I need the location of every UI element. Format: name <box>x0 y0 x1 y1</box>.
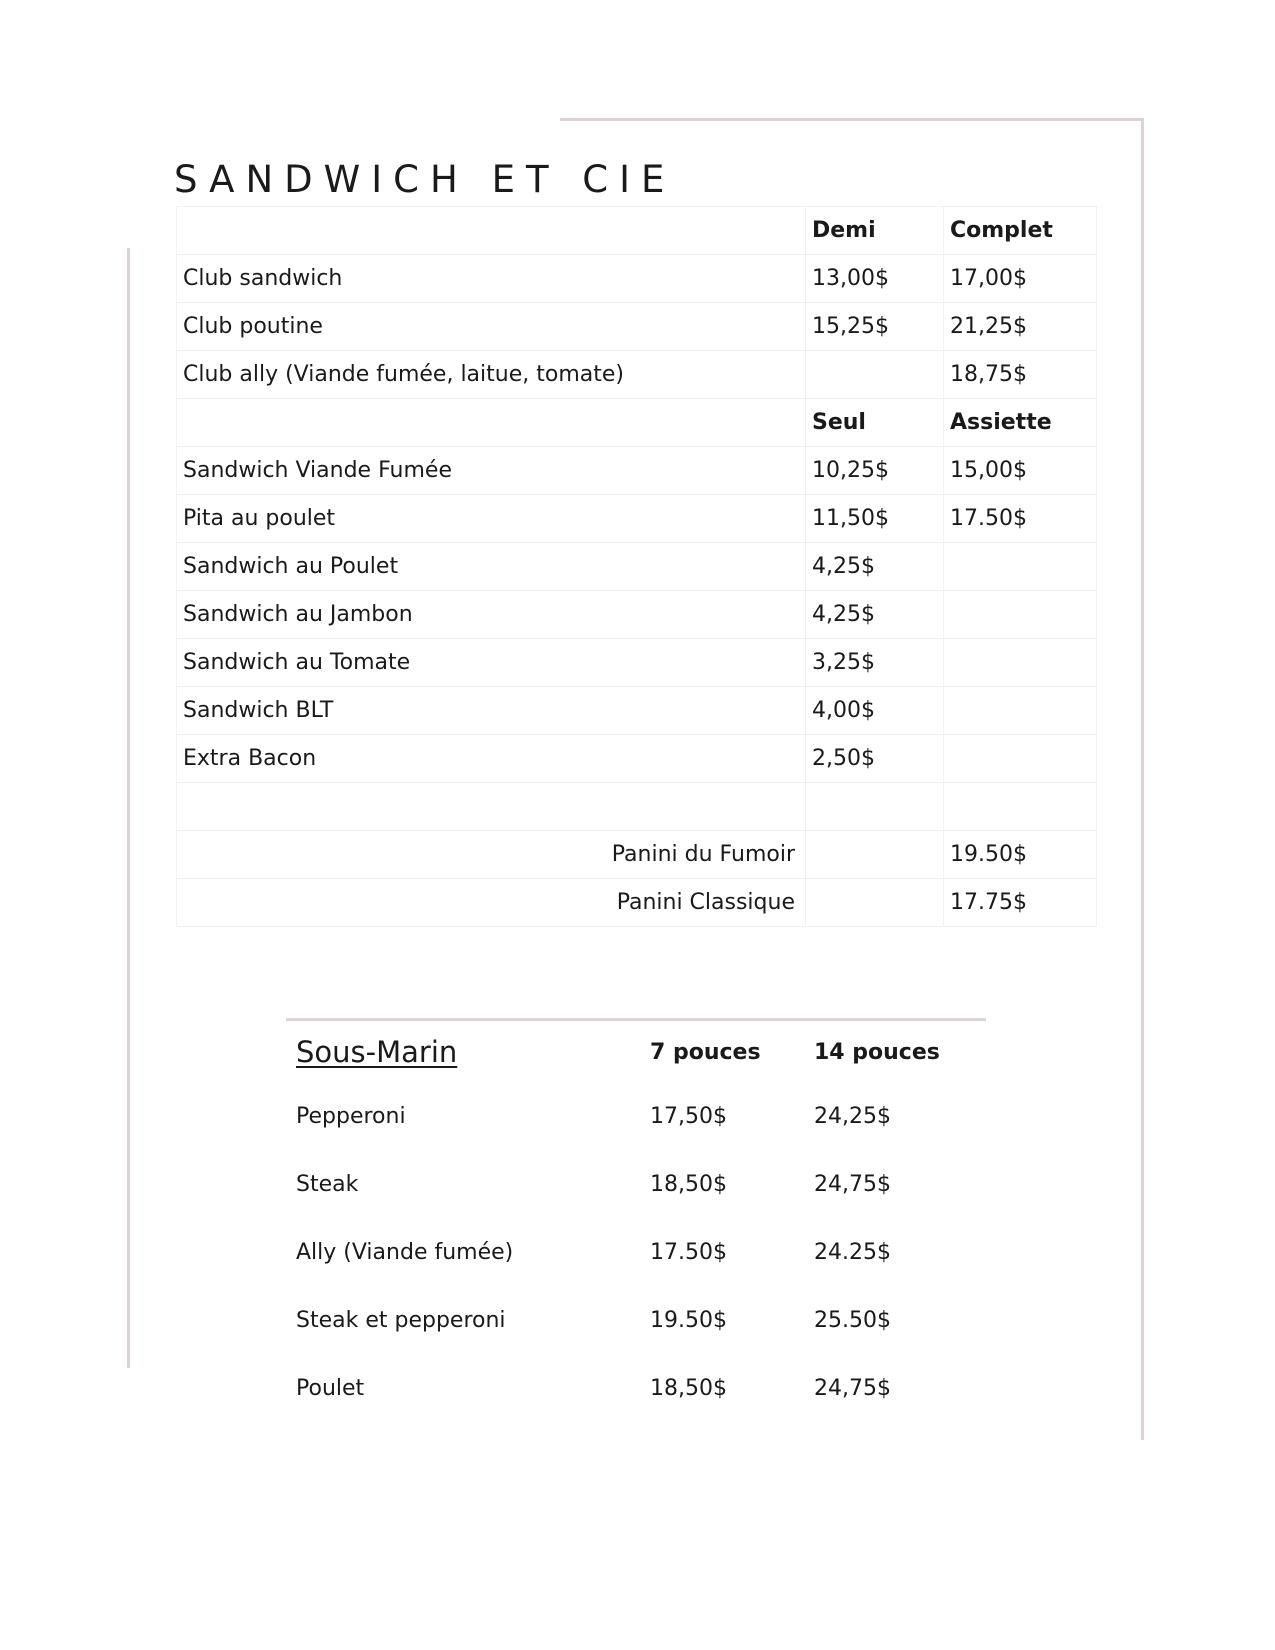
item-price: 17.50$ <box>650 1239 727 1265</box>
item-name <box>177 207 806 255</box>
column-header: 7 pouces <box>650 1039 761 1065</box>
item-price: 24,25$ <box>814 1103 891 1129</box>
table-row <box>177 447 1097 495</box>
item-name: Club ally (Viande fumée, laitue, tomate) <box>177 351 806 399</box>
table-row <box>177 351 1097 399</box>
sandwich-price-table <box>176 206 1097 927</box>
item-price: 24.25$ <box>814 1239 891 1265</box>
item-name: Sandwich au Tomate <box>177 639 806 687</box>
item-price <box>944 591 1097 639</box>
item-price: 4,00$ <box>806 687 944 735</box>
item-price <box>806 351 944 399</box>
item-price: 25.50$ <box>814 1307 891 1333</box>
table-row <box>296 1218 1004 1286</box>
item-price <box>806 831 944 879</box>
item-price: 2,50$ <box>806 735 944 783</box>
item-price: 19.50$ <box>944 831 1097 879</box>
table-row <box>177 543 1097 591</box>
item-price <box>944 639 1097 687</box>
item-price: 3,25$ <box>806 639 944 687</box>
item-price: 18,50$ <box>650 1171 727 1197</box>
item-name <box>177 399 806 447</box>
table-row <box>296 1286 1004 1354</box>
item-price <box>944 543 1097 591</box>
item-name: Club poutine <box>177 303 806 351</box>
item-name: Panini du Fumoir <box>177 831 806 879</box>
item-price: 15,25$ <box>806 303 944 351</box>
table-row <box>177 687 1097 735</box>
table-row <box>177 831 1097 879</box>
item-price: 19.50$ <box>650 1307 727 1333</box>
sous-marin-header-row <box>296 1022 1004 1082</box>
item-name: Sandwich au Jambon <box>177 591 806 639</box>
table-row <box>296 1354 1004 1422</box>
section-title: Sous-Marin <box>296 1035 458 1069</box>
table-row <box>296 1082 1004 1150</box>
item-price: 18,75$ <box>944 351 1097 399</box>
item-price <box>806 783 944 831</box>
column-header: Complet <box>944 207 1097 255</box>
item-price: 17,50$ <box>650 1103 727 1129</box>
item-price: 13,00$ <box>806 255 944 303</box>
item-price <box>944 735 1097 783</box>
item-price: 11,50$ <box>806 495 944 543</box>
item-price: 17.50$ <box>944 495 1097 543</box>
decorative-frame-top <box>560 118 1144 121</box>
column-header: 14 pouces <box>814 1039 940 1065</box>
item-name: Pepperoni <box>296 1103 406 1129</box>
decorative-frame-right <box>1141 118 1144 1440</box>
table-row <box>177 303 1097 351</box>
table-row <box>177 783 1097 831</box>
decorative-frame-left <box>127 248 130 1368</box>
item-name: Steak <box>296 1171 359 1197</box>
section-divider <box>286 1018 986 1021</box>
item-price: 17.75$ <box>944 879 1097 927</box>
table-row <box>177 255 1097 303</box>
item-name: Sandwich Viande Fumée <box>177 447 806 495</box>
item-name: Poulet <box>296 1375 365 1401</box>
item-name <box>177 783 806 831</box>
item-price: 4,25$ <box>806 591 944 639</box>
item-price <box>944 783 1097 831</box>
table-row <box>177 639 1097 687</box>
item-price: 24,75$ <box>814 1171 891 1197</box>
item-price: 4,25$ <box>806 543 944 591</box>
item-price: 21,25$ <box>944 303 1097 351</box>
item-name: Extra Bacon <box>177 735 806 783</box>
table-row <box>177 735 1097 783</box>
table-row <box>177 495 1097 543</box>
column-header: Demi <box>806 207 944 255</box>
item-name: Ally (Viande fumée) <box>296 1239 514 1265</box>
page-title: SANDWICH ET CIE <box>174 158 676 201</box>
item-price: 18,50$ <box>650 1375 727 1401</box>
column-header: Assiette <box>944 399 1097 447</box>
column-header: Seul <box>806 399 944 447</box>
table-row <box>177 591 1097 639</box>
item-price <box>806 879 944 927</box>
table-row <box>296 1150 1004 1218</box>
item-name: Sandwich BLT <box>177 687 806 735</box>
item-price: 15,00$ <box>944 447 1097 495</box>
sous-marin-price-table <box>296 1022 1004 1422</box>
table-header-row <box>177 207 1097 255</box>
item-name: Steak et pepperoni <box>296 1307 506 1333</box>
table-header-row <box>177 399 1097 447</box>
item-name: Pita au poulet <box>177 495 806 543</box>
item-name: Panini Classique <box>177 879 806 927</box>
item-price: 10,25$ <box>806 447 944 495</box>
item-price: 24,75$ <box>814 1375 891 1401</box>
item-name: Club sandwich <box>177 255 806 303</box>
table-row <box>177 879 1097 927</box>
item-price: 17,00$ <box>944 255 1097 303</box>
item-price <box>944 687 1097 735</box>
item-name: Sandwich au Poulet <box>177 543 806 591</box>
